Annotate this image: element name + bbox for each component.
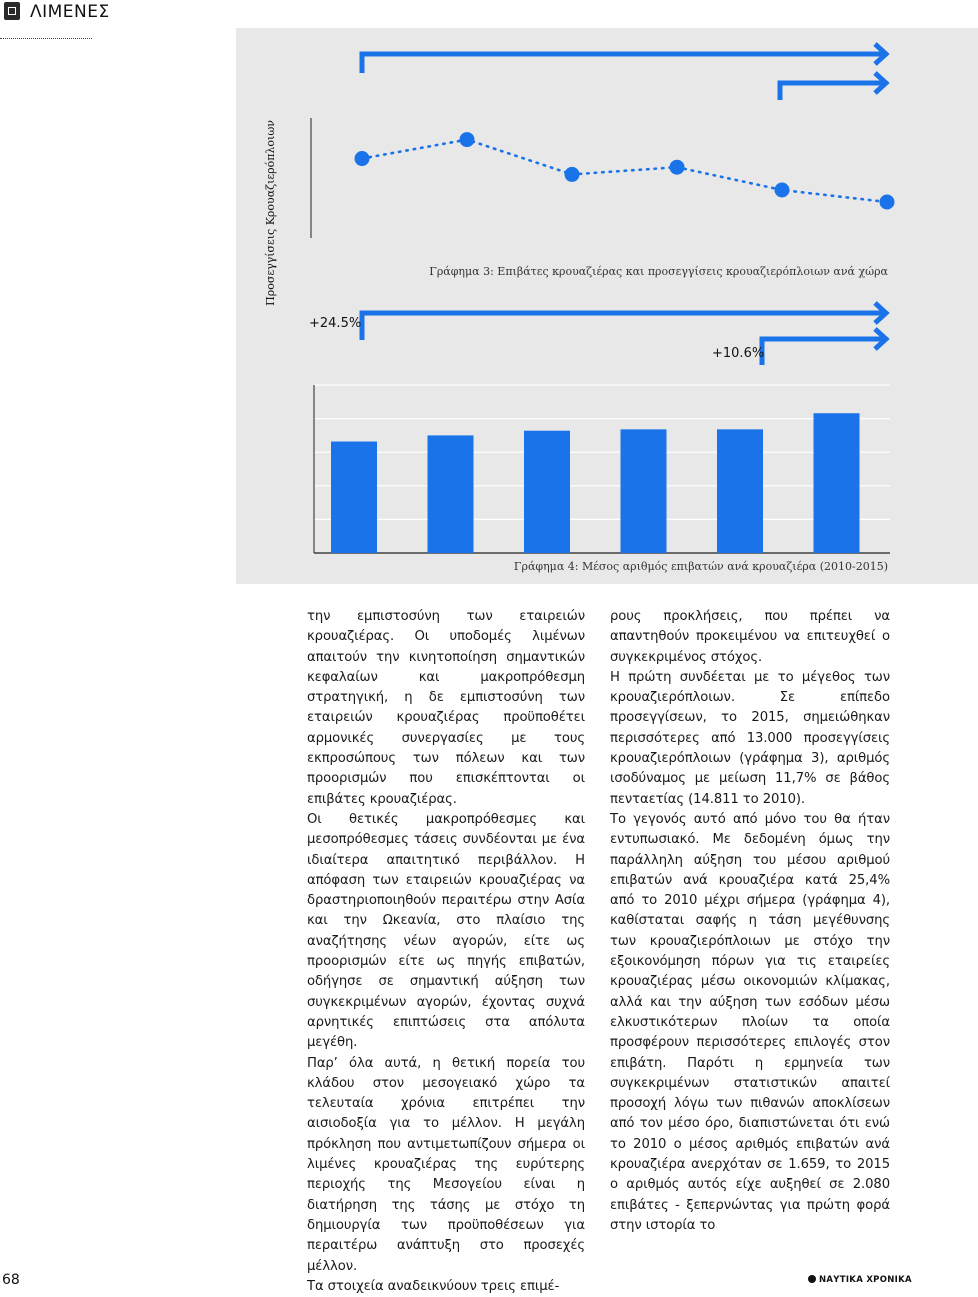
publisher-icon [808,1275,816,1283]
growth-label-second: +10.6% [712,346,765,361]
paragraph: Παρ’ όλα αυτά, η θετική πορεία του κλάδου στον μεσογειακό χώρο τα τελευταία χρόνια επιτρέπει την αισιοδοξία για το μέλλον. Η μεγάλη πρόκληση που αντιμετωπίζουν σήμερα οι λιμένες κρουαζιέρας της ευρύτερης περιοχής της Μεσογείου είναι η διατήρηση της τάσης με στόχο τη δημιουργία των προϋποθέσεων για περαιτέρω ανάπτυξη στο προσεχές μέλλον. [307,1055,585,1274]
bar-2015 [814,413,860,553]
chart3-caption: Γράφημα 3: Επιβάτες κρουαζιέρας και προσεγγίσεις κρουαζιερόπλοιων ανά χώρα [429,265,888,278]
bar-2012 [524,431,570,553]
arrow-top-1 [362,54,883,73]
arrow-top-2 [780,83,883,100]
section-title: ΛΙΜΕΝΕΣ [30,2,110,22]
chart4-caption: Γράφημα 4: Μέσος αριθμός επιβατών ανά κρουαζιέρα (2010-2015) [513,560,888,573]
line-point-2014 [775,183,790,198]
bar-2014 [717,429,763,553]
bar-2013 [621,429,667,553]
line-point-2010 [355,151,370,166]
line-point-2012 [565,167,580,182]
line-point-2011 [460,132,475,147]
line-series [362,140,887,202]
article-column-2 [610,607,890,1236]
publisher-logo [808,1275,912,1285]
line-point-2013 [670,160,685,175]
line-chart-ylabel: Προσεγγίσεις Κρουαζιερόπλοιων [264,120,277,306]
paragraph: Η πρώτη συνδέεται με το μέγεθος των κρουαζιερόπλοιων. Σε επίπεδο προσεγγίσεων, το 2015, σημειώθηκαν περισσότερες από 13.000 προσεγγίσεις κρουαζιερόπλοιων (γράφημα 3), αριθμός ισοδύναμος με μείωση 11,7% σε βάθος πενταετίας (14.811 το 2010). [610,669,890,807]
growth-label-first: +24.5% [309,316,362,331]
bar-chart [314,385,890,553]
line-point-2015 [880,195,895,210]
publisher-name: ΝΑΥΤΙΚΑ ΧΡΟΝΙΚΑ [819,1275,912,1285]
paragraph: Το γεγονός αυτό από μόνο του θα ήταν εντυπωσιακό. Με δεδομένη όμως την παράλληλη αύξηση του μέσου αριθμού επιβατών ανά κρουαζιέρα κατά 25,4% από το 2010 μέχρι σήμερα (γράφημα 4), καθίσταται σαφής η τάση μεγέθυνσης των κρουαζιερόπλοιων με στόχο την εξοικονόμηση πόρων για τις εταιρείες κρουαζιέρας μέσω οικονομιών κλίμακας, αλλά και την αύξηση των εσόδων μέσω ελκυστικότερων πλοίων τα οποία προσφέρουν περισσότερες επιλογές στον επιβάτη. Παρότι η ερμηνεία των συγκεκριμένων στατιστικών απαιτεί προσοχή λόγω των πιθανών αποκλίσεων από τον μέσο όρο, διαπιστώνεται ότι ενώ το 2010 ο μέσος αριθμός επιβατών ανά κρουαζιέρα ανερχόταν σε 1.659, το 2015 ο αριθμός αυτός είχε αυξηθεί σε 2.080 επιβάτες - ξεπερνώντας για πρώτη φορά στην ιστορία το [610,811,890,1233]
paragraph: Οι θετικές μακροπρόθεσμες και μεσοπρόθεσμες τάσεις συνδέονται με ένα ιδιαίτερα απαιτητικό περιβάλλον. Η απόφαση των εταιρειών κρουαζιέρας να δραστηριοποιηθούν περαιτέρω στην Ασία και την Ωκεανία, στο πλαίσιο της αναζήτησης νέων αγορών, είτε ως προορισμών είτε ως πηγής επιβατών, οδήγησε σε σημαντική αύξηση των συγκεκριμένων αγορών, έχοντας συχνά αρνητικές επιπτώσεις στα απόλυτα μεγέθη. [307,811,585,1051]
article-column-1 [307,607,585,1297]
decorative-arrows [362,44,886,365]
paragraph: ρους προκλήσεις, που πρέπει να απαντηθούν προκειμένου να επιτευχθεί ο συγκεκριμένος στόχος. [610,609,890,665]
arrow-mid-1 [362,313,883,340]
paragraph: την εμπιστοσύνη των εταιρειών κρουαζιέρας. Οι υποδομές λιμένων απαιτούν την κινητοποίηση σημαντικών κεφαλαίων και μακροπρόθεσμη στρατηγική, η δε εμπιστοσύνη των εταιρειών κρουαζιέρας προϋποθέτει αρμονικές συνεργασίες με τους εκπροσώπους των πόλεων και των προορισμών που επισκέπτονται οι επιβάτες κρουαζιέρας. [307,609,585,807]
line-chart [311,118,895,238]
arrow-mid-2 [762,339,883,365]
bar-2010 [331,442,377,553]
bar-2011 [428,435,474,553]
paragraph: Τα στοιχεία αναδεικνύουν τρεις επιμέ- [307,1278,560,1294]
page-number: 68 [2,1272,20,1288]
